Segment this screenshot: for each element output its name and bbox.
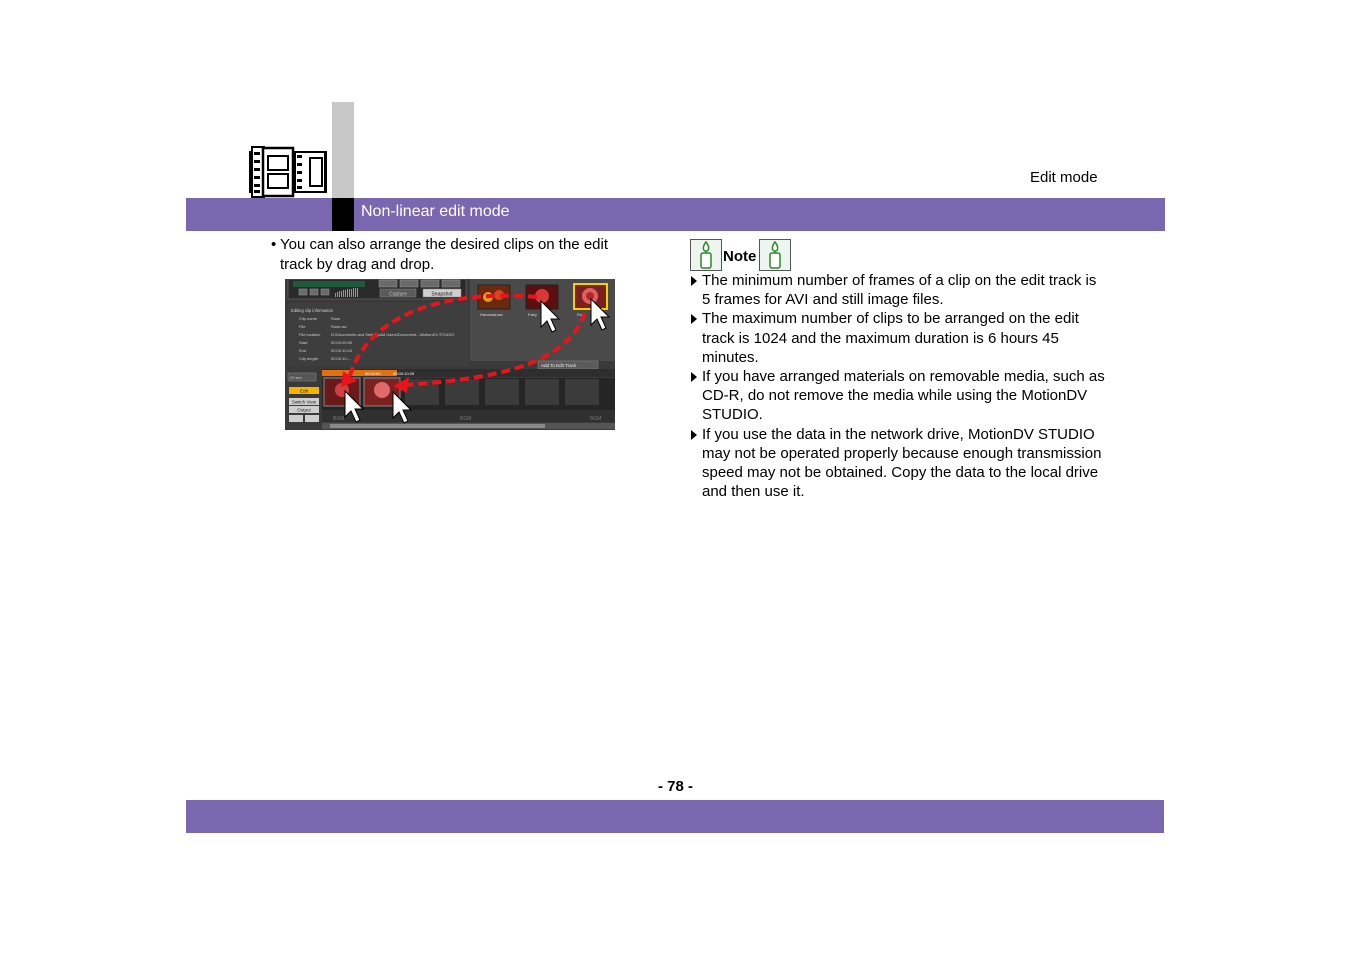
edit-label: Edit [300, 388, 308, 394]
clip-info-label: Start [299, 340, 308, 345]
note-text: If you have arranged materials on removable media, such as CD-R, do not remove the media while using the MotionDV STUDIO. [702, 368, 1105, 424]
note-text: The minimum number of frames of a clip on the edit track is 5 frames for AVI and still image files. [702, 272, 1097, 309]
clip-info-value: 00:00:10:... [331, 356, 352, 361]
candle-icon [759, 239, 791, 271]
note-item [690, 367, 1105, 425]
output-label: Output [297, 407, 311, 413]
clip-info-label: File location [299, 332, 321, 337]
section-label: Edit mode [1030, 169, 1098, 186]
clip-info-label: Clip name [299, 316, 318, 321]
footer-band [186, 800, 1164, 833]
note-text: If you use the data in the network drive, MotionDV STUDIO may not be operated properly because enough transmission speed may not be obtained. Copy the data to the local drive and then use it. [702, 425, 1102, 501]
forward-button[interactable] [305, 415, 319, 422]
screenshot-canvas [285, 279, 615, 430]
triangle-bullet-icon [691, 314, 697, 324]
candle-icon [690, 239, 722, 271]
rewind-button[interactable] [289, 415, 303, 422]
note-item [690, 309, 1105, 367]
switch-view-label: Switch View [291, 399, 317, 405]
header-gray-tab [332, 102, 354, 198]
note-item [690, 271, 1105, 309]
timeline-ruler[interactable] [322, 370, 397, 376]
clip-info-label: Clip length [299, 356, 318, 361]
triangle-bullet-icon [691, 276, 697, 286]
clip-info-value: 00:00:00:00 [331, 340, 353, 345]
film-strip-icon [249, 146, 329, 198]
clip-info-value: 00:00:10:24 [331, 348, 353, 353]
thumb-label: Hanamaruse [480, 312, 503, 317]
note-label: Note [723, 248, 757, 265]
note-text: The maximum number of clips to be arranged on the edit track is 1024 and the maximum duration is 6 hours 45 minutes. [702, 310, 1079, 366]
app-screenshot [285, 279, 615, 430]
bgm-label: BGM [590, 416, 602, 422]
clip-info-value: D:\Documents and Settings\All Users\Document...\MotionDV STUDIO [331, 332, 455, 337]
clip-info-label: End [299, 348, 307, 353]
add-to-edit-track-label: Add To Edit Track [541, 363, 577, 368]
thumb-label: Fairy [528, 312, 537, 317]
page-number: - 78 - [657, 778, 693, 795]
note-list [690, 271, 1105, 501]
triangle-bullet-icon [691, 430, 697, 440]
snapshot-label: Snapshot [431, 291, 453, 298]
zoom-label: 20 sec [290, 375, 302, 380]
track-timecode: 00:00:00 [365, 371, 381, 376]
capture-label: Capture [389, 291, 407, 298]
triangle-bullet-icon [691, 372, 697, 382]
bullet-paragraph [271, 235, 643, 274]
clip-info-label: File [299, 324, 306, 329]
bgm-label: BGM [460, 416, 472, 422]
clip-info-value: Rose [331, 316, 341, 321]
clip-info-title: Editing clip information [291, 308, 334, 313]
clip-info-value: Rose.avi [331, 324, 347, 329]
bullet-text: You can also arrange the desired clips on the edit track by drag and drop. [280, 236, 609, 273]
page-title: Non-linear edit mode [361, 203, 510, 220]
bullet-marker: • [271, 236, 277, 253]
timeline-scrollbar[interactable] [330, 424, 545, 428]
note-item [690, 425, 1105, 502]
track-timecode: 00:00:10:25 [393, 371, 415, 376]
bgm-label: BGM [333, 416, 345, 422]
thumb-label: Rose [577, 312, 587, 317]
header-black-tab [332, 198, 354, 231]
